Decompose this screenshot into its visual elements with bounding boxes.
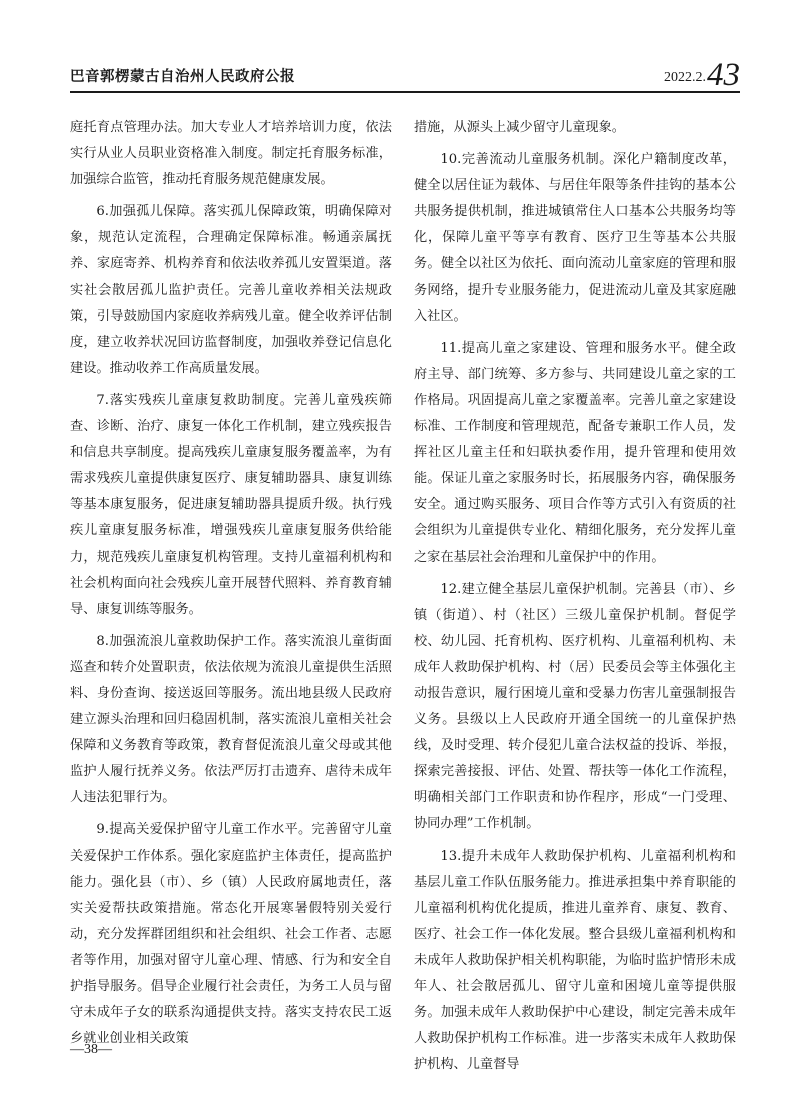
right-column — [414, 115, 736, 1084]
publication-title: 巴音郭楞蒙古自治州人民政府公报 — [70, 69, 295, 85]
paragraph-continued: 庭托育点管理办法。加大专业人才培养培训力度，依法实行从业人员职业资格准入制度。制定托育服务标准，加强综合监管，推动托育服务规范健康发展。 — [70, 120, 392, 188]
paragraph-welfare-institutions: 13.提升未成年人救助保护机构、儿童福利机构和基层儿童工作队伍服务能力。推进承担集中养育职能的儿童福利机构优化提质，推进儿童养育、康复、教育、医疗、社会工作一体化发展。整合县级儿童福利机构和未成年人救助保护相关机构职能，为临时监护情形未成年人、社会散居孤儿、留守儿童和困境儿童等提供服务。加强未成年人救助保护中心建设，制定完善未成年人救助保护机构工作标准。进一步落实未成年人救助保护机构、儿童督导 — [414, 848, 736, 1073]
paragraph-left-behind-children: 9.提高关爱保护留守儿童工作水平。完善留守儿童关爱保护工作体系。强化家庭监护主体责任，提高监护能力。强化县（市）、乡（镇）人民政府属地责任，落实关爱帮扶政策措施。常态化开展寒暑假特别关爱行动，充分发挥群团组织和社会组织、社会工作者、志愿者等作用，加强对留守儿童心理、情感、行为和安全自护指导服务。倡导企业履行社会责任，为务工人员与留守未成年子女的联系沟通提供支持。落实支持农民工返乡就业创业相关政策 — [70, 822, 392, 1047]
header-divider — [70, 91, 740, 93]
paragraph-orphan-protection: 6.加强孤儿保障。落实孤儿保障政策，明确保障对象，规范认定流程，合理确定保障标准。畅通亲属抚养、家庭寄养、机构养育和依法收养孤儿安置渠道。落实社会散居孤儿监护责任。完善儿童收养相关法规政策，引导鼓励国内家庭收养病残儿童。健全收养评估制度，建立收养状况回访监督制度，加强收养登记信息化建设。推动收养工作高质量发展。 — [70, 204, 392, 376]
paragraph-continued: 措施，从源头上减少留守儿童现象。 — [414, 120, 625, 135]
paragraph-childrens-home: 11.提高儿童之家建设、管理和服务水平。健全政府主导、部门统筹、多方参与、共同建设儿童之家的工作格局。巩固提高儿童之家覆盖率。完善儿童之家建设标准、工作制度和管理规范，配备专兼职工作人员，发挥社区儿童主任和妇联执委作用，提升管理和使用效能。保证儿童之家服务时长，拓展服务内容，确保服务安全。通过购买服务、项目合作等方式引入有资质的社会组织为儿童提供专业化、精细化服务，充分发挥儿童之家在基层社会治理和儿童保护中的作用。 — [414, 340, 736, 565]
paragraph-disabled-children-rehab: 7.落实残疾儿童康复救助制度。完善儿童残疾筛查、诊断、治疗、康复一体化工作机制，建立残疾报告和信息共享制度。提高残疾儿童康复服务覆盖率，为有需求残疾儿童提供康复医疗、康复辅助器具、康复训练等基本康复服务，促进康复辅助器具提质升级。执行残疾儿童康复服务标准，增强残疾儿童康复服务供给能力，规范残疾儿童康复机构管理。支持儿童福利机构和社会机构面向社会残疾儿童开展替代照料、养育教育辅导、康复训练等服务。 — [70, 392, 392, 617]
left-column — [70, 115, 392, 1058]
page-number: —38— — [70, 1042, 112, 1057]
paragraph-migrant-children: 10.完善流动儿童服务机制。深化户籍制度改革，健全以居住证为载体、与居住年限等条件挂钩的基本公共服务提供机制，推进城镇常住人口基本公共服务均等化，保障儿童平等享有教育、医疗卫生等基本公共服务。健全以社区为依托、面向流动儿童家庭的管理和服务网络，提升专业服务能力，促进流动儿童及其家庭融入社区。 — [414, 152, 736, 324]
page-header — [70, 57, 740, 93]
issue-date: 2022.2. — [664, 70, 706, 85]
paragraph-grassroots-protection: 12.建立健全基层儿童保护机制。完善县（市）、乡镇（街道）、村（社区）三级儿童保护机制。督促学校、幼儿园、托育机构、医疗机构、儿童福利机构、未成年人救助保护机构、村（居）民委员会等主体强化主动报告意识，履行困境儿童和受暴力伤害儿童强制报告义务。县级以上人民政府开通全国统一的儿童保护热线，及时受理、转介侵犯儿童合法权益的投诉、举报，探索完善接报、评估、处置、帮扶等一体化工作流程，明确相关部门工作职责和协作程序，形成“一门受理、协同办理”工作机制。 — [414, 581, 736, 832]
issue-number: 43 — [707, 57, 740, 93]
paragraph-street-children: 8.加强流浪儿童救助保护工作。落实流浪儿童街面巡查和转介处置职责，依法依规为流浪儿童提供生活照料、身份查询、接送返回等服务。流出地县级人民政府建立源头治理和回归稳固机制，落实流浪儿童相关社会保障和义务教育等政策，教育督促流浪儿童父母或其他监护人履行抚养义务。依法严厉打击遗弃、虐待未成年人违法犯罪行为。 — [70, 633, 392, 806]
